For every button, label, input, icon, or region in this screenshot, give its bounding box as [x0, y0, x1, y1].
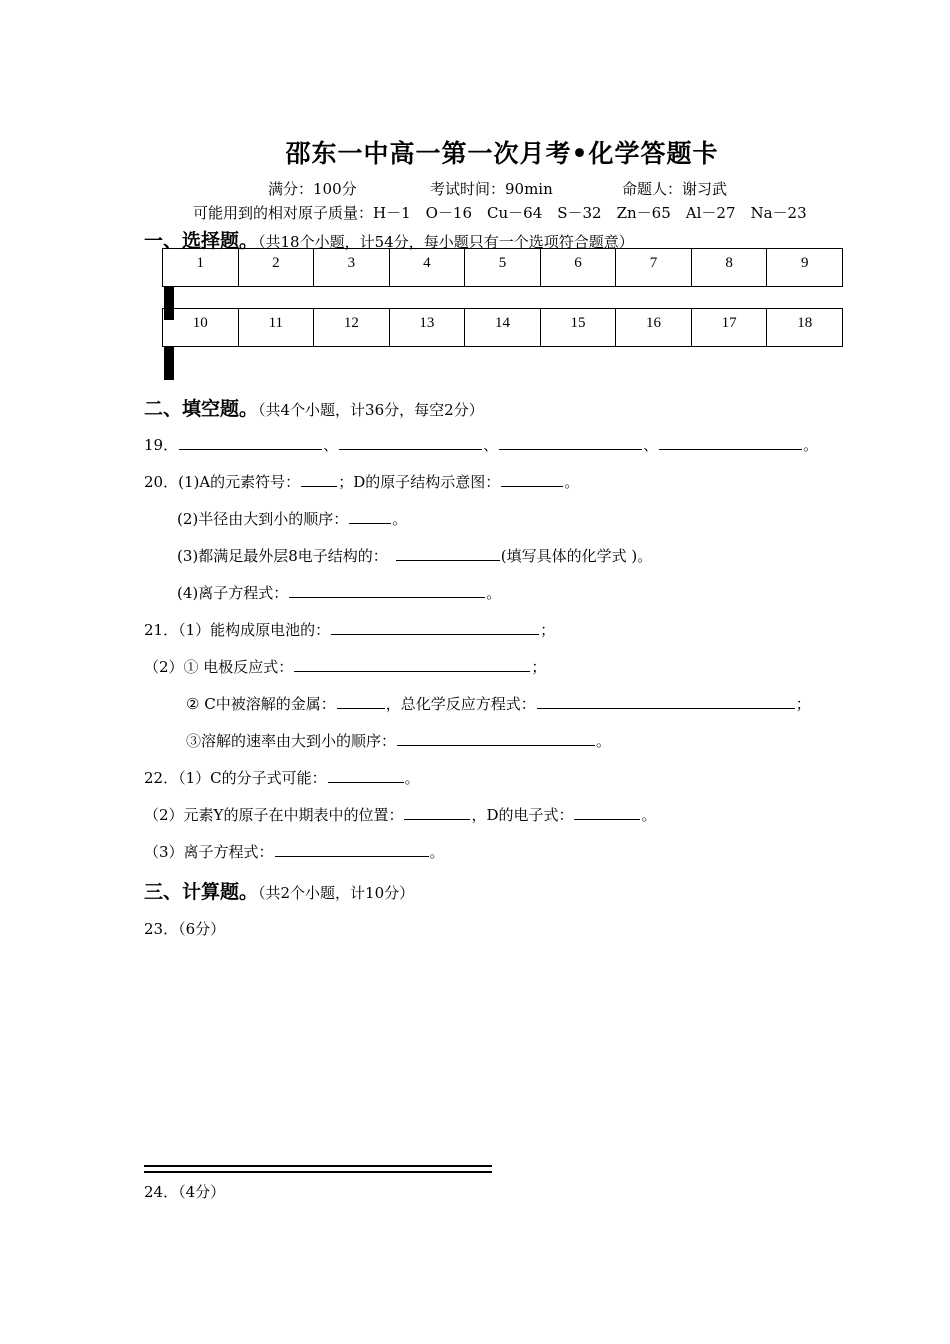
q21-p4-label: ③溶解的速率由大到小的顺序：: [186, 732, 397, 750]
q21-p2-label: （2）① 电极反应式：: [144, 658, 294, 676]
section3-title: 三、计算题。: [144, 881, 259, 903]
answer-blank[interactable]: [275, 841, 429, 857]
section1-title: 一、选择题。: [144, 230, 259, 252]
answer-blank[interactable]: [501, 471, 563, 487]
answer-blank[interactable]: [396, 545, 500, 561]
answer-grid: [162, 248, 843, 368]
answer-blank[interactable]: [294, 656, 530, 672]
semicolon: ；: [531, 658, 547, 676]
section2-title: 二、填空题。: [144, 398, 259, 420]
question-22-part3: [144, 841, 445, 862]
answer-blank[interactable]: [337, 693, 385, 709]
q21-p1-label: （1）能构成原电池的：: [178, 621, 331, 639]
question-23: 23．（6分）: [144, 920, 226, 938]
period: 。: [564, 473, 580, 491]
question-22-part1: [144, 767, 420, 788]
page-title: 邵东一中高一第一次月考•化学答题卡: [285, 139, 719, 168]
question-21-part4: [186, 730, 611, 751]
question-21-part1: [144, 619, 555, 640]
question-20-part4: [177, 582, 501, 603]
question-number: 5: [465, 249, 541, 287]
period: 。: [486, 584, 502, 602]
answer-blank[interactable]: [328, 767, 404, 783]
question-22-part2: [144, 804, 657, 825]
period: 。: [404, 769, 420, 787]
period: 。: [392, 510, 408, 528]
atomic-masses: 可能用到的相对原子质量：H－1 O－16 Cu－64 S－32 Zn－65 Al－27 Na－23: [193, 204, 807, 222]
question-20-part1: [144, 471, 579, 492]
section3-note: （共2个小题，计10分）: [258, 884, 415, 902]
section3-heading: [144, 877, 414, 904]
question-number: 12: [314, 309, 390, 347]
section2-note: （共4个小题，计36分，每空2分）: [258, 401, 484, 419]
question-number: 1: [163, 249, 239, 287]
author: 命题人：谢习武: [622, 180, 728, 198]
question-number: 3: [314, 249, 390, 287]
question-19: [144, 434, 818, 455]
question-number: 13: [389, 309, 465, 347]
question-24: 24．（4分）: [144, 1183, 226, 1201]
full-score: 满分：100分: [268, 180, 357, 198]
question-number: 2: [238, 249, 314, 287]
q20-p3-note: (填写具体的化学式 )。: [500, 547, 653, 565]
q20-p1-label2: ；D的原子结构示意图：: [338, 473, 501, 491]
answer-blank[interactable]: [537, 693, 795, 709]
answer-blank[interactable]: [397, 730, 595, 746]
answer-blank[interactable]: [499, 434, 642, 450]
answer-blank[interactable]: [349, 508, 391, 524]
q20-p4-label: (4)离子方程式：: [177, 584, 289, 602]
separator: 、: [483, 436, 499, 454]
answer-cell[interactable]: [172, 348, 173, 380]
q19-number: 19．: [144, 436, 179, 454]
q22-p1-label: （1）C的分子式可能：: [178, 769, 327, 787]
question-number: 18: [767, 309, 843, 347]
question-21-part3: [186, 693, 811, 714]
question-number: 8: [691, 249, 767, 287]
q22-p3-label: （3）离子方程式：: [144, 843, 274, 861]
exam-time: 考试时间：90min: [430, 180, 553, 198]
question-number: 9: [767, 249, 843, 287]
q20-number: 20．: [144, 473, 179, 491]
question-number: 4: [389, 249, 465, 287]
question-21-part2: [144, 656, 546, 677]
answer-blank[interactable]: [404, 804, 470, 820]
separator: 、: [323, 436, 339, 454]
period: 。: [641, 806, 657, 824]
q20-p3-label: (3)都满足最外层8电子结构的：: [177, 547, 388, 565]
section2-heading: [144, 394, 484, 421]
question-number: 15: [540, 309, 616, 347]
answer-blank[interactable]: [331, 619, 539, 635]
answer-blank[interactable]: [339, 434, 482, 450]
q21-number: 21．: [144, 621, 179, 639]
period: 。: [596, 732, 612, 750]
q20-p2-label: (2)半径由大到小的顺序：: [177, 510, 349, 528]
q21-p3-label2: ，总化学反应方程式：: [385, 695, 536, 713]
question-number: 14: [465, 309, 541, 347]
question-number: 6: [540, 249, 616, 287]
answer-blank[interactable]: [179, 434, 322, 450]
q21-p3-label: ② C中被溶解的金属：: [186, 695, 336, 713]
answer-blank[interactable]: [301, 471, 337, 487]
double-divider: [144, 1165, 492, 1173]
question-20-part2: [177, 508, 407, 529]
question-20-part3: [177, 545, 652, 566]
separator: 、: [643, 436, 659, 454]
question-number: 16: [616, 309, 692, 347]
semicolon: ；: [540, 621, 556, 639]
q22-number: 22．: [144, 769, 179, 787]
period: 。: [803, 436, 819, 454]
q22-p2-label: （2）元素Y的原子在中期表中的位置：: [144, 806, 404, 824]
question-number: 7: [616, 249, 692, 287]
answer-cell[interactable]: [172, 288, 173, 320]
question-number: 10: [163, 309, 239, 347]
section1-note: （共18个小题，计54分，每小题只有一个选项符合题意）: [258, 233, 634, 251]
semicolon: ；: [795, 695, 811, 713]
q20-p1-label: (1)A的元素符号：: [178, 473, 301, 491]
period: 。: [429, 843, 445, 861]
question-number: 17: [691, 309, 767, 347]
question-number: 11: [238, 309, 314, 347]
answer-blank[interactable]: [289, 582, 485, 598]
answer-blank[interactable]: [574, 804, 640, 820]
q22-p2-label2: ，D的电子式：: [471, 806, 574, 824]
answer-blank[interactable]: [659, 434, 802, 450]
